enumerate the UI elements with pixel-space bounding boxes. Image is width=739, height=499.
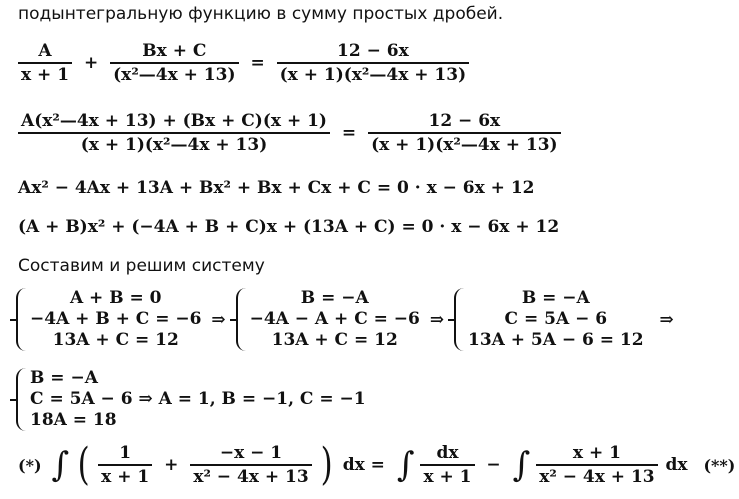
brace-icon: [16, 368, 30, 431]
int-fraction-1-numerator: 1: [98, 442, 152, 466]
system-1: [16, 288, 201, 351]
system-3-row-3: 13A + 5A − 6 = 12: [467, 330, 644, 350]
fraction-rhs-denominator: (x + 1)(x²—4x + 13): [371, 135, 558, 155]
int-fraction-3: [420, 442, 474, 488]
system-2-row-2: −4A − A + C = −6: [249, 309, 420, 329]
left-paren: (: [77, 439, 90, 490]
int-fraction-1: [98, 442, 152, 488]
system-2-row-1: B = −A: [300, 288, 369, 308]
equals-sign: =: [341, 123, 357, 143]
dx-equals: dx =: [342, 455, 385, 475]
minus-sign: −: [486, 455, 501, 475]
fraction-rhs: [277, 40, 470, 86]
implies-arrow: ⇒: [211, 309, 226, 330]
right-paren: ): [320, 439, 333, 490]
equals-sign: =: [250, 53, 265, 73]
implies-arrow: ⇒: [429, 309, 445, 330]
equation-common-denominator: [18, 110, 561, 156]
implies-arrow: ⇒: [659, 310, 674, 330]
integral-sign-icon: ∫: [512, 445, 531, 485]
system-intro-text: Составим и решим систему: [18, 256, 265, 276]
int-fraction-2-numerator: −x − 1: [190, 442, 311, 466]
system-2: [236, 288, 420, 351]
system-1-row-2: −4A + B + C = −6: [30, 309, 202, 329]
system-2-row-3: 13A + C = 12: [271, 330, 398, 350]
system-4-row: [16, 368, 366, 431]
integral-equation: [14, 439, 739, 490]
fraction-bx-c: [110, 40, 238, 86]
system-4-row-2: C = 5A − 6 ⇒ A = 1, B = −1, C = −1: [30, 389, 366, 409]
plus-sign: +: [83, 53, 99, 73]
int-fraction-3-denominator: x + 1: [423, 467, 472, 487]
equation-partial-fractions: [18, 40, 469, 86]
fraction-a-numerator: A: [18, 40, 72, 64]
integral-sign-icon: ∫: [51, 445, 70, 485]
int-fraction-4: [536, 442, 657, 488]
fraction-rhs-numerator: 12 − 6x: [368, 110, 561, 134]
int-fraction-4-numerator: x + 1: [536, 442, 657, 466]
fraction-lhs-denominator: (x + 1)(x²—4x + 13): [80, 135, 268, 155]
equation-grouped: (A + B)x² + (−4A + B + C)x + (13A + C) = 0 · x − 6x + 12: [18, 217, 560, 237]
int-fraction-2: [190, 442, 311, 488]
fraction-bx-c-denominator: (x²—4x + 13): [113, 65, 236, 85]
label-double-star: (**): [703, 455, 736, 475]
fraction-lhs: [18, 110, 330, 156]
system-1-row-3: 13A + C = 12: [52, 330, 179, 350]
dx-end: dx: [665, 455, 688, 475]
brace-icon: [236, 288, 250, 351]
fraction-rhs-denominator: (x + 1)(x²—4x + 13): [279, 65, 467, 85]
system-4-row-3: 18A = 18: [30, 410, 117, 430]
system-4: [16, 368, 366, 431]
system-4-row-1: B = −A: [30, 368, 98, 388]
int-fraction-2-denominator: x² − 4x + 13: [193, 467, 309, 487]
system-3: [454, 288, 644, 351]
system-3-row-1: B = −A: [521, 288, 590, 308]
fraction-rhs-numerator: 12 − 6x: [277, 40, 470, 64]
label-star: (*): [18, 455, 42, 475]
plus-sign: +: [164, 455, 179, 475]
brace-icon: [454, 288, 468, 351]
brace-icon: [16, 288, 30, 351]
fraction-a: [18, 40, 72, 86]
fraction-lhs-numerator: A(x²—4x + 13) + (Bx + C)(x + 1): [18, 110, 330, 134]
int-fraction-4-denominator: x² − 4x + 13: [539, 467, 655, 487]
integral-sign-icon: ∫: [396, 445, 415, 485]
int-fraction-3-numerator: dx: [420, 442, 474, 466]
equation-expanded: Ax² − 4Ax + 13A + Bx² + Bx + Cx + C = 0 · x − 6x + 12: [18, 178, 535, 198]
fraction-a-denominator: x + 1: [21, 65, 70, 85]
system-3-row-2: C = 5A − 6: [504, 309, 608, 329]
system-1-row-1: A + B = 0: [69, 288, 162, 308]
intro-text: подынтегральную функцию в сумму простых дробей.: [18, 4, 504, 24]
int-fraction-1-denominator: x + 1: [101, 467, 150, 487]
fraction-rhs: [368, 110, 561, 156]
systems-row: [16, 288, 678, 351]
fraction-bx-c-numerator: Bx + C: [110, 40, 238, 64]
